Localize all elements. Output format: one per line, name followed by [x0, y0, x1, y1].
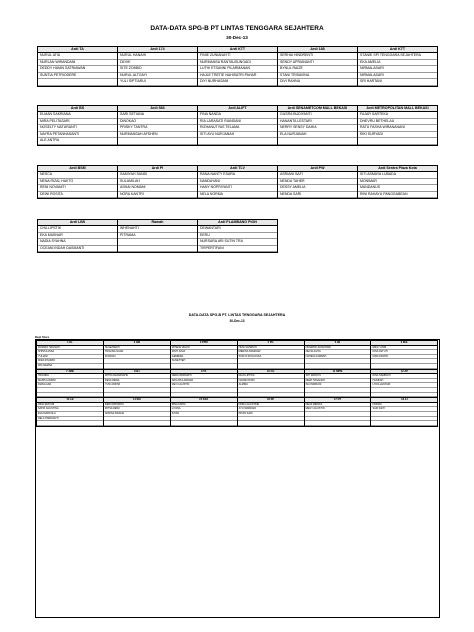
store-name: Ardi KTT: [358, 47, 437, 53]
staff-name: NADIA SYAHNA: [38, 239, 117, 246]
store-name: Ardi 583: [118, 106, 197, 112]
staff-name: LIYANA: [171, 407, 237, 412]
store-column: [38, 106, 118, 146]
staff-name: SULAMILAH: [118, 179, 197, 186]
staff-name: [104, 364, 170, 369]
store-name: Ardi PI: [118, 166, 197, 172]
staff-name: SENDY APRIANANTI: [278, 60, 357, 67]
staff-name: MASHA ANDINI: [37, 379, 103, 384]
staff-name: RISTI AINIA: [171, 350, 237, 355]
staff-name: SITI AYU NURJANAH: [198, 132, 277, 139]
staff-name: DIANA AAN: [37, 383, 103, 388]
store-column: [358, 47, 438, 87]
store-name: Ardi TA: [38, 47, 117, 53]
staff-name: RINI RAHAYU PANGGABEAN: [358, 192, 437, 199]
staff-name: FAJAR SARTEKA: [358, 112, 437, 119]
staff-name: NOSELTY NATURANTI: [38, 125, 117, 132]
store-column: [278, 166, 358, 199]
staff-name: DINA HAMIDAH: [371, 374, 437, 379]
staff-name: WHENAHTI: [118, 226, 197, 233]
store-column: [238, 341, 305, 370]
store-name: Ardi Sentra Plaza Kota: [358, 166, 437, 172]
staff-name: MERINA DAMIDAR: [238, 350, 304, 355]
staff-name: BYNUL RAIZE: [278, 66, 357, 73]
staff-name: TIRPERTIFANI: [198, 246, 277, 253]
store-column: [305, 398, 372, 427]
staff-name: NURUL ALTOAYI: [118, 73, 197, 80]
staff-name: [37, 393, 103, 398]
staff-name: PRISKY TANTRA: [118, 125, 197, 132]
store-name: Ardi KTT: [198, 47, 277, 53]
staff-name: MEILY AGUSTIN: [305, 407, 371, 412]
store-grid-1: [37, 46, 438, 87]
staff-name: FINA NANDA: [198, 112, 277, 119]
staff-name: INTAN SARI: [238, 412, 304, 417]
staff-name: [358, 138, 437, 145]
staff-name: [371, 393, 437, 398]
staff-name: NIPA RANTRI: [371, 355, 437, 360]
store-name: 6 MJL: [371, 341, 437, 346]
store-name: 5 JB: [305, 341, 371, 346]
store-name: 1 HL: [37, 341, 103, 346]
staff-name: HUNI NASRIAH: [238, 346, 304, 351]
staff-name: EKA MASNAR: [38, 233, 117, 240]
staff-name: SITI RAHAYU: [305, 374, 371, 379]
staff-name: [238, 364, 304, 369]
staff-name: EMILY ANDI: [371, 346, 437, 351]
store-name: Ardi PLAMBANG PION: [198, 220, 277, 226]
staff-name: [37, 421, 103, 426]
staff-name: SITE ZOMBO: [118, 66, 197, 73]
staff-name: SATRI AGUSTINA: [37, 407, 103, 412]
staff-name: NURMANSA RANTAUSUNGADI: [198, 60, 277, 67]
staff-name: GEMBIRA: [171, 355, 237, 360]
staff-name: WIA NEMSA: [37, 364, 103, 369]
store-column: [278, 47, 358, 87]
staff-name: [371, 364, 437, 369]
store-column: [37, 370, 104, 399]
store-name: Ramah: [118, 220, 197, 226]
store-column: [305, 370, 372, 399]
staff-name: MITHA MARIANAHU: [104, 374, 170, 379]
staff-name: [118, 138, 197, 145]
store-name: 17 DT: [305, 398, 371, 403]
staff-name: ELA NURJANAH: [278, 132, 357, 139]
store-name: Ardi LBS: [38, 220, 117, 226]
staff-name: STANI TRISAVINA: [278, 73, 357, 80]
staff-name: [38, 79, 117, 86]
staff-name: YULI SIPTIARUI: [118, 79, 197, 86]
staff-name: NENDA SARI: [278, 192, 357, 199]
staff-name: GUSRA BUDIYANTI: [278, 112, 357, 119]
store-column: [171, 398, 238, 427]
staff-name: SUNETTEH: [171, 359, 237, 364]
staff-name: HAJLE TRETIE NAHISATRI PAHAR: [198, 73, 277, 80]
staff-name: NEDA WINDARTI: [171, 374, 237, 379]
store-column: [37, 398, 104, 427]
staff-name: ASHAI NOMANI: [118, 185, 197, 192]
store-name: Ardi 188: [278, 47, 357, 53]
staff-name: DEVA DEWA: [104, 379, 170, 384]
store-column: [278, 106, 358, 146]
staff-name: YUNI ARDHA: [104, 383, 170, 388]
staff-name: NURMANSAH AFSHEN: [118, 132, 197, 139]
staff-name: ALE ANTRA: [38, 138, 117, 145]
staff-name: NELA NORMA: [198, 192, 277, 199]
store-column: [238, 398, 305, 427]
staff-name: SARI SETIANA: [118, 112, 197, 119]
store-name: Ardi BS: [38, 106, 117, 112]
document-date: 30-Dec-13: [226, 35, 248, 40]
staff-name: DEVIE: [118, 60, 197, 67]
store-column: [37, 341, 104, 370]
store-column: [358, 106, 438, 146]
store-name: Ardi BSM: [38, 166, 117, 172]
store-column: [198, 106, 278, 146]
store-column: [118, 47, 198, 87]
staff-name: NAYRA PETANHASANTI: [38, 132, 117, 139]
store-name: 9 TA: [171, 370, 237, 375]
staff-name: INTAN: [171, 412, 237, 417]
store-name: 7 JMB: [37, 370, 103, 375]
section-subtitle: Dept Store: [35, 335, 50, 339]
staff-name: ROMANI HALIMAH: [37, 346, 103, 351]
staff-name: SERHAI HINDRENTI: [278, 53, 357, 60]
staff-name: SONYA KHAUJUSA: [238, 355, 304, 360]
staff-name: DEWI HASANAH: [305, 379, 371, 384]
store-name: Ardi ALIFT: [198, 106, 277, 112]
staff-name: MANDANUS: [358, 185, 437, 192]
staff-name: NURUL ATIA: [38, 53, 117, 60]
staff-name: DEWANTARI: [198, 226, 277, 233]
staff-name: INA INDRIANI: [305, 383, 371, 388]
store-column: [38, 166, 118, 199]
store-name: 16 SP: [238, 398, 304, 403]
store-name: Ardi 174: [118, 47, 197, 53]
store-name: 15 KSA: [171, 398, 237, 403]
staff-name: IRNA AISHA: [171, 403, 237, 408]
staff-name: NESCA: [38, 172, 117, 179]
store-name: 2 HM: [104, 341, 170, 346]
store-column: [198, 166, 278, 199]
store-column: [371, 370, 438, 399]
staff-name: HANY NOPRIYANTI: [198, 185, 277, 192]
store-column: [371, 341, 438, 370]
staff-name: DEWI ROSITA: [38, 192, 117, 199]
document-title-2: DATA-DATA SPG-B PT. LINTAS TENGGARA SEJAHTERA: [188, 313, 286, 317]
staff-name: YULIANI: [37, 355, 103, 360]
staff-name: NURUL HANAHI: [118, 53, 197, 60]
document-date-2: 30-Dec-13: [229, 319, 245, 323]
store-column: [104, 398, 171, 427]
store-grid-3: [37, 165, 438, 199]
store-column: [171, 341, 238, 370]
staff-name: SITI ASMAYA LUBADA: [358, 172, 437, 179]
staff-name: ASRIANI SAFI: [278, 172, 357, 179]
staff-name: DEVA MENIKA: [305, 403, 371, 408]
store-column: [118, 106, 198, 146]
staff-name: EERU: [198, 233, 277, 240]
staff-name: [171, 364, 237, 369]
store-name: 18 JJ: [371, 398, 437, 403]
staff-name: [104, 393, 170, 398]
store-column: [38, 220, 118, 253]
store-column: [104, 341, 171, 370]
staff-name: MONIMAR: [358, 179, 437, 186]
staff-name: KUNDAN: [104, 355, 170, 360]
document-title: DATA-DATA SPG-B PT LINTAS TENGGARA SEJAHTERA: [150, 25, 324, 32]
staff-name: DEDDY HANIN SATRIAWAN: [38, 66, 117, 73]
staff-name: NENDA TAHER: [278, 179, 357, 186]
staff-name: MIRA FINURNI: [37, 359, 103, 364]
staff-name: DHEVRU BETHELAU: [358, 119, 437, 126]
store-grid-2: [37, 105, 438, 146]
staff-name: NORA KANTRI: [118, 192, 197, 199]
staff-name: [305, 393, 371, 398]
staff-name: [305, 421, 371, 426]
staff-name: OCEANI INDAH DASMANTI: [38, 246, 117, 253]
store-column: [118, 220, 198, 253]
staff-name: SHINTA ANSA: [37, 350, 103, 355]
staff-name: RATU FASHA WIRANANANI: [358, 125, 437, 132]
staff-name: NELA HARDIANTI: [37, 417, 103, 422]
staff-name: [278, 138, 357, 145]
staff-name: DIVI RAHNA: [278, 79, 357, 86]
staff-name: TRIANSA NANA: [104, 350, 170, 355]
store-column: [371, 398, 438, 427]
staff-name: [118, 246, 197, 253]
staff-name: STANIE SPI TENGGARA SEJAHTERA: [358, 53, 437, 60]
staff-name: SRI HARTANI: [358, 79, 437, 86]
staff-name: NURSARA ARI SUTIN TRA: [198, 239, 277, 246]
staff-name: NENA RIZAL HAKTO: [38, 179, 117, 186]
staff-name: ARIA WULANDARI: [171, 379, 237, 384]
staff-name: FINIE ZUNIANAYTI: [198, 53, 277, 60]
staff-name: HANANTA LESTARI: [278, 119, 357, 126]
store-name: 10 CG: [238, 370, 304, 375]
store-name: 4 PG: [238, 341, 304, 346]
staff-name: NAHIDA KAMRAH: [305, 355, 371, 360]
store-column: [198, 47, 278, 87]
store-column: [171, 370, 238, 399]
staff-name: RIA LARASATI RIANDANI: [198, 119, 277, 126]
staff-name: MITSA DEWI: [104, 407, 170, 412]
store-column: [118, 166, 198, 199]
staff-name: RANA NANTY ESARA: [198, 172, 277, 179]
store-name: 13 LB: [37, 398, 103, 403]
staff-name: NURLAN WIRANDANI: [38, 60, 117, 67]
store-name: Ardi PW: [278, 166, 357, 172]
staff-name: [171, 421, 237, 426]
store-name: 11 MPM: [305, 370, 371, 375]
staff-name: RIZHANUTYAS TELAMA: [198, 125, 277, 132]
store-name: Ardi METROPOLITAN MALL BEKASI: [358, 106, 437, 112]
store-name: 8 BJ: [104, 370, 170, 375]
staff-name: SARI ASIH: [371, 407, 437, 412]
staff-name: SAMIYAH SANDI: [118, 172, 197, 179]
staff-name: ANNISA KIRANA: [104, 412, 170, 417]
staff-name: NAOMI PATRI: [238, 379, 304, 384]
store-column: [305, 341, 372, 370]
staff-name: [238, 393, 304, 398]
staff-name: TRIANDA: [37, 374, 103, 379]
staff-name: [305, 364, 371, 369]
staff-name: WHENA VELINI: [171, 346, 237, 351]
staff-name: ELMAN SAKRIANA: [38, 112, 117, 119]
staff-name: RENI NOVANITI: [38, 185, 117, 192]
staff-name: NIRMALASARI: [358, 66, 437, 73]
staff-name: EKA AMELIA: [358, 60, 437, 67]
staff-name: CHA LIPSTIK: [38, 226, 117, 233]
store-name: 14 MH: [104, 398, 170, 403]
staff-name: DEWI PATMAHA: [104, 403, 170, 408]
staff-name: SUGESWATI: [104, 346, 170, 351]
staff-name: [238, 421, 304, 426]
staff-name: RIKI SURYADI: [358, 132, 437, 139]
staff-name: DINA ASTUTI: [371, 350, 437, 355]
staff-name: AYU WARDANI: [238, 407, 304, 412]
store-column: [104, 370, 171, 399]
staff-name: [171, 393, 237, 398]
store-name: Ardi TLV: [198, 166, 277, 172]
staff-name: EVA MARCOLA: [37, 412, 103, 417]
staff-name: FRINDA: [371, 403, 437, 408]
staff-name: NONA AGUSTINE: [238, 403, 304, 408]
store-grid-dept: [36, 340, 438, 427]
staff-name: MIRA PELITASARI: [38, 119, 117, 126]
staff-name: LYDIA LESTARI: [371, 383, 437, 388]
store-name: 3 PPM: [171, 341, 237, 346]
store-column: [198, 220, 278, 253]
staff-name: LUTHI ETSANNI PILARMANAN: [198, 66, 277, 73]
staff-name: SUNTIA PETRIODERE: [38, 73, 117, 80]
staff-name: NOMATRI ALIMAHANI: [305, 346, 371, 351]
staff-name: NANDAYANI: [198, 179, 277, 186]
staff-name: DIYI NURHASANI: [198, 79, 277, 86]
staff-name: NIRMALASARI: [358, 73, 437, 80]
roster-frame: [35, 339, 440, 618]
staff-name: NERRY SENSY DAHIA: [278, 125, 357, 132]
staff-name: [371, 421, 437, 426]
staff-name: RINA SETIANI: [37, 403, 103, 408]
staff-name: DIAN LIPTIKA: [238, 374, 304, 379]
staff-name: DINOKAO: [118, 119, 197, 126]
store-name: 12 AP: [371, 370, 437, 375]
store-name: Ardi SENAMETCOM MALL BEKASI: [278, 106, 357, 112]
staff-name: DEVIA AGITA: [305, 350, 371, 355]
staff-name: [198, 138, 277, 145]
store-column: [238, 370, 305, 399]
staff-name: ALMIRA: [238, 383, 304, 388]
store-column: [358, 166, 438, 199]
staff-name: DESSY AMELIA: [278, 185, 357, 192]
staff-name: PITRAMA: [118, 233, 197, 240]
store-column: [38, 47, 118, 87]
staff-name: DEVI AGUSTIN: [171, 383, 237, 388]
store-grid-4: [37, 219, 278, 253]
staff-name: HANIFAH: [371, 379, 437, 384]
staff-name: [104, 421, 170, 426]
